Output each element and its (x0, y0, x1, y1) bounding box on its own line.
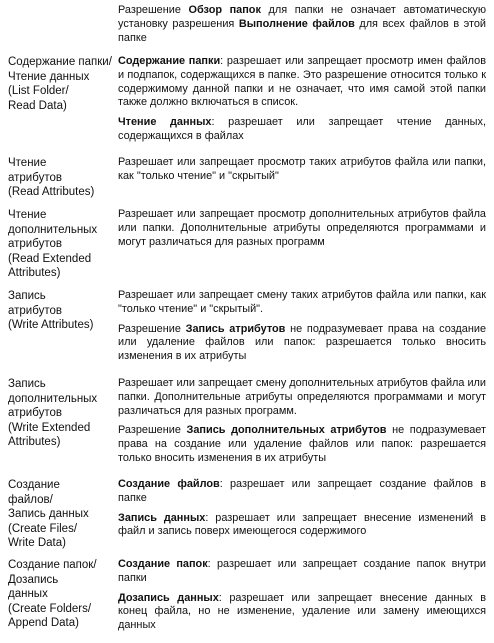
description-paragraph (118, 208, 486, 249)
description-text: : разрешает или запрещает создание файлов в папке (118, 478, 486, 504)
intro-bold-execute-files: Выполнение файлов (238, 17, 355, 30)
permission-term (8, 208, 112, 281)
description-text: Разрешает или запрещает смену дополнительных атрибутов файла или папки. Дополнительные атрибуты определяются программами и могут различаться для разных программ. (118, 377, 486, 417)
description-bold: Запись данных (118, 511, 206, 524)
description-bold: Создание файлов (118, 478, 220, 490)
permission-term-text: Запись дополнительных атрибутов (Write Extended Attributes) (8, 378, 98, 449)
description-text: не подразумевает права на создание или удаление файлов или папок: разрешается только вносить изменения в их атрибуты (118, 424, 486, 464)
description-paragraph (118, 55, 486, 110)
permission-term (8, 55, 112, 113)
description-text: Разрешает или запрещает просмотр таких атрибутов файла или папки, как "только чтение" и "скрытый" (118, 156, 486, 182)
description-paragraph (118, 592, 486, 633)
description-paragraph (118, 424, 486, 465)
permission-description (118, 558, 486, 633)
description-paragraph (118, 323, 486, 364)
permission-description (118, 478, 486, 539)
description-bold: Дозапись данных (118, 591, 219, 604)
description-text: : разрешает или запрещает внесение данных в конец файла, но не изменение, удаление или замену имеющихся данных (118, 591, 486, 632)
description-text: Разрешает или запрещает смену таких атрибутов файла или папки, как "только чтение" и "скрытый". (118, 289, 486, 315)
permission-term-text: Создание папок/ Дозапись данных (Create Folders/ Append Data) (8, 559, 97, 630)
description-text: : разрешает или запрещает чтение данных, содержащихся в файлах (118, 116, 486, 142)
description-text-pre: Разрешение (118, 424, 187, 437)
description-text: : разрешает или запрещает создание папок внутри папки (118, 558, 486, 584)
description-bold: Запись дополнительных атрибутов (186, 424, 387, 437)
description-paragraph (118, 156, 486, 184)
description-paragraph (118, 478, 486, 506)
permission-description (118, 55, 486, 144)
description-text-pre: Разрешение (118, 322, 186, 335)
intro-text-post: для всех файлов в этой папке (118, 17, 486, 44)
permission-description (118, 208, 486, 249)
description-paragraph (118, 377, 486, 418)
permission-term-text: Содержание папки/ Чтение данных (List Folder/ Read Data) (8, 56, 112, 112)
description-paragraph (118, 558, 486, 586)
permission-term-text: Чтение дополнительных атрибутов (Read Extended Attributes) (8, 209, 98, 280)
description-bold: Запись атрибутов (185, 322, 286, 335)
permission-term-text: Чтение атрибутов (Read Attributes) (8, 157, 95, 199)
description-text: не подразумевает права на создание или удаление файлов или папок: разрешается только вносить изменения в их атрибуты (118, 322, 487, 363)
permission-term-text: Создание файлов/ Запись данных (Create Files/ Write Data) (8, 479, 89, 550)
intro-text-mid: для папки не означает автоматическую установку разрешения (118, 4, 487, 30)
permission-term (8, 478, 112, 551)
permission-term (8, 558, 112, 631)
description-bold: Создание папок (118, 558, 208, 570)
permission-term-text: Запись атрибутов (Write Attributes) (8, 290, 94, 332)
description-bold: Содержание папки (118, 55, 221, 67)
permission-description (118, 377, 486, 466)
description-paragraph (118, 512, 486, 540)
intro-paragraph (118, 4, 486, 45)
permission-term (8, 377, 112, 450)
permission-term (8, 156, 112, 200)
intro-bold-browse-folder: Обзор папок (188, 4, 261, 16)
permission-description (118, 289, 486, 364)
description-text: Разрешает или запрещает просмотр дополнительных атрибутов файла или папки. Дополнительные атрибуты определяются программами и могут различаться для разных программ (118, 208, 486, 248)
permission-term (8, 289, 112, 333)
permission-description (118, 156, 486, 184)
description-bold: Чтение данных (118, 116, 212, 129)
description-paragraph (118, 116, 486, 144)
intro-description (118, 4, 486, 45)
description-text: : разрешает или запрещает просмотр имен файлов и подпапок, содержащихся в папке. Это разрешение относится только к содержимому данной папки и не означает, что имя самой этой папки также должно включаться в список. (118, 55, 486, 109)
description-paragraph (118, 289, 486, 317)
description-text: : разрешает или запрещает внесение изменений в файл и запись поверх имеющегося содержимого (118, 511, 486, 538)
intro-text-pre: Разрешение (118, 4, 189, 16)
